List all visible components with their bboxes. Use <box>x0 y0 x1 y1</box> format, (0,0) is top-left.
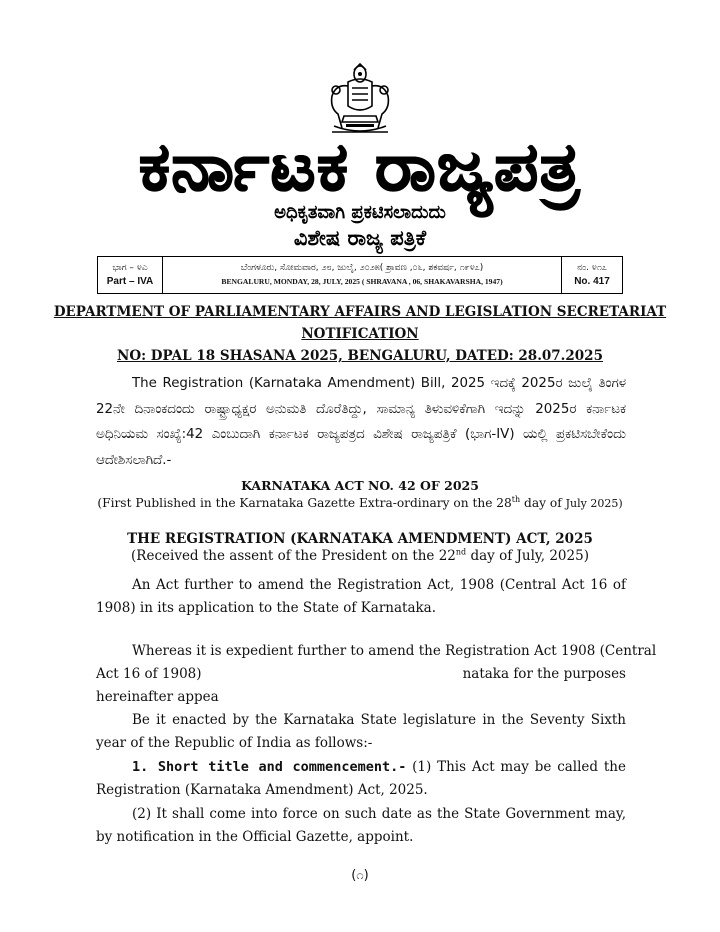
notification-heading: NOTIFICATION <box>301 326 419 342</box>
issue-part-en: Part – IVA <box>106 276 154 287</box>
kannada-notification-paragraph: The Registration (Karnataka Amendment) Bill, 2025 ಇದಕ್ಕೆ 2025ರ ಜುಲೈ ತಿಂಗಳ 22ನೇ ದಿನಾಂಕದಂದು ರಾಷ್ಟ್ರಾಧ್ಯಕ್ಷರ ಅನುಮತಿ ದೊರೆತಿದ್ದು, ಸಾಮಾನ್ಯ ತಿಳುವಳಿಕೆಗಾಗಿ ಇದನ್ನು 2025ರ ಕರ್ನಾಟಕ ಅಧಿನಿಯಮ ಸಂಖ್ಯೆ:42 ಎಂಬುದಾಗಿ ಕರ್ನಾಟಕ ರಾಜ್ಯಪತ್ರದ ವಿಶೇಷ ರಾಜ್ಯಪತ್ರಿಕೆ (ಭಾಗ-IV) ಯಲ್ಲಿ ಪ್ರಕಟಿಸಬೇಕೆಂದು ಆದೇಶಿಸಲಾಗಿದೆ.- <box>96 376 626 468</box>
masthead-title: ಕರ್ನಾಟಕ ರಾಜ್ಯಪತ್ರ <box>139 128 581 207</box>
enactment-clause: Be it enacted by the Karnataka State legislature in the Seventy Sixth year of the Republic of India as follows:- <box>96 712 626 751</box>
act-preamble: An Act further to amend the Registration Act, 1908 (Central Act 16 of 1908) in its application to the State of Karnataka. <box>96 577 626 616</box>
issue-date-kn: ಬೆಂಗಳೂರು, ಸೋಮವಾರ, ೨೮, ಜುಲೈ, ೨೦೨೫( ಶ್ರಾವಣ ,೦೬, ಶಕವರ್ಷ, ೧೯೪೭) <box>240 263 484 273</box>
issue-number-kn: ನಂ. ೪೧೭ <box>577 263 607 273</box>
issue-part-kn: ಭಾಗ – ೪ಎ <box>112 263 148 273</box>
act-title: THE REGISTRATION (KARNATAKA AMENDMENT) ACT, 2025 <box>127 531 593 547</box>
section-1-subsection-2: (2) It shall come into force on such date as the State Government may, by notification in the Official Gazette, appoint. <box>96 806 626 845</box>
assent-note: (Received the assent of the President on the 22nd day of July, 2025) <box>131 547 589 564</box>
issue-date-en: BENGALURU, MONDAY, 28, JULY, 2025 ( SHRAVANA , 06, SHAKAVARSHA, 1947) <box>221 277 503 286</box>
issue-number-cell <box>562 257 622 293</box>
issue-info-box <box>97 256 623 294</box>
first-published-note: (First Published in the Karnataka Gazette Extra-ordinary on the 28th day of July 2025) <box>97 494 623 510</box>
issue-date-cell <box>163 257 562 293</box>
masthead-subtitle-official: ಅಧಿಕೃತವಾಗಿ ಪ್ರಕಟಿಸಲಾದುದು <box>274 202 446 223</box>
page-number: (೧) <box>351 868 369 883</box>
department-heading: DEPARTMENT OF PARLIAMENTARY AFFAIRS AND LEGISLATION SECRETARIAT <box>53 304 667 320</box>
act-number: KARNATAKA ACT NO. 42 OF 2025 <box>241 478 479 493</box>
issue-part-cell <box>98 257 163 293</box>
section-1-short-title <box>96 756 626 802</box>
section-1-text: (1) This Act may be called the Registration (Karnataka Amendment) Act, 2025. <box>96 759 626 798</box>
masthead-subtitle-special-gazette: ವಿಶೇಷ ರಾಜ್ಯ ಪತ್ರಿಕೆ <box>293 226 427 250</box>
section-1-heading: 1. Short title and commencement.- <box>132 759 407 775</box>
issue-number-en: No. 417 <box>574 276 610 287</box>
notification-reference: NO: DPAL 18 SHASANA 2025, BENGALURU, DATED: 28.07.2025 <box>117 348 603 364</box>
